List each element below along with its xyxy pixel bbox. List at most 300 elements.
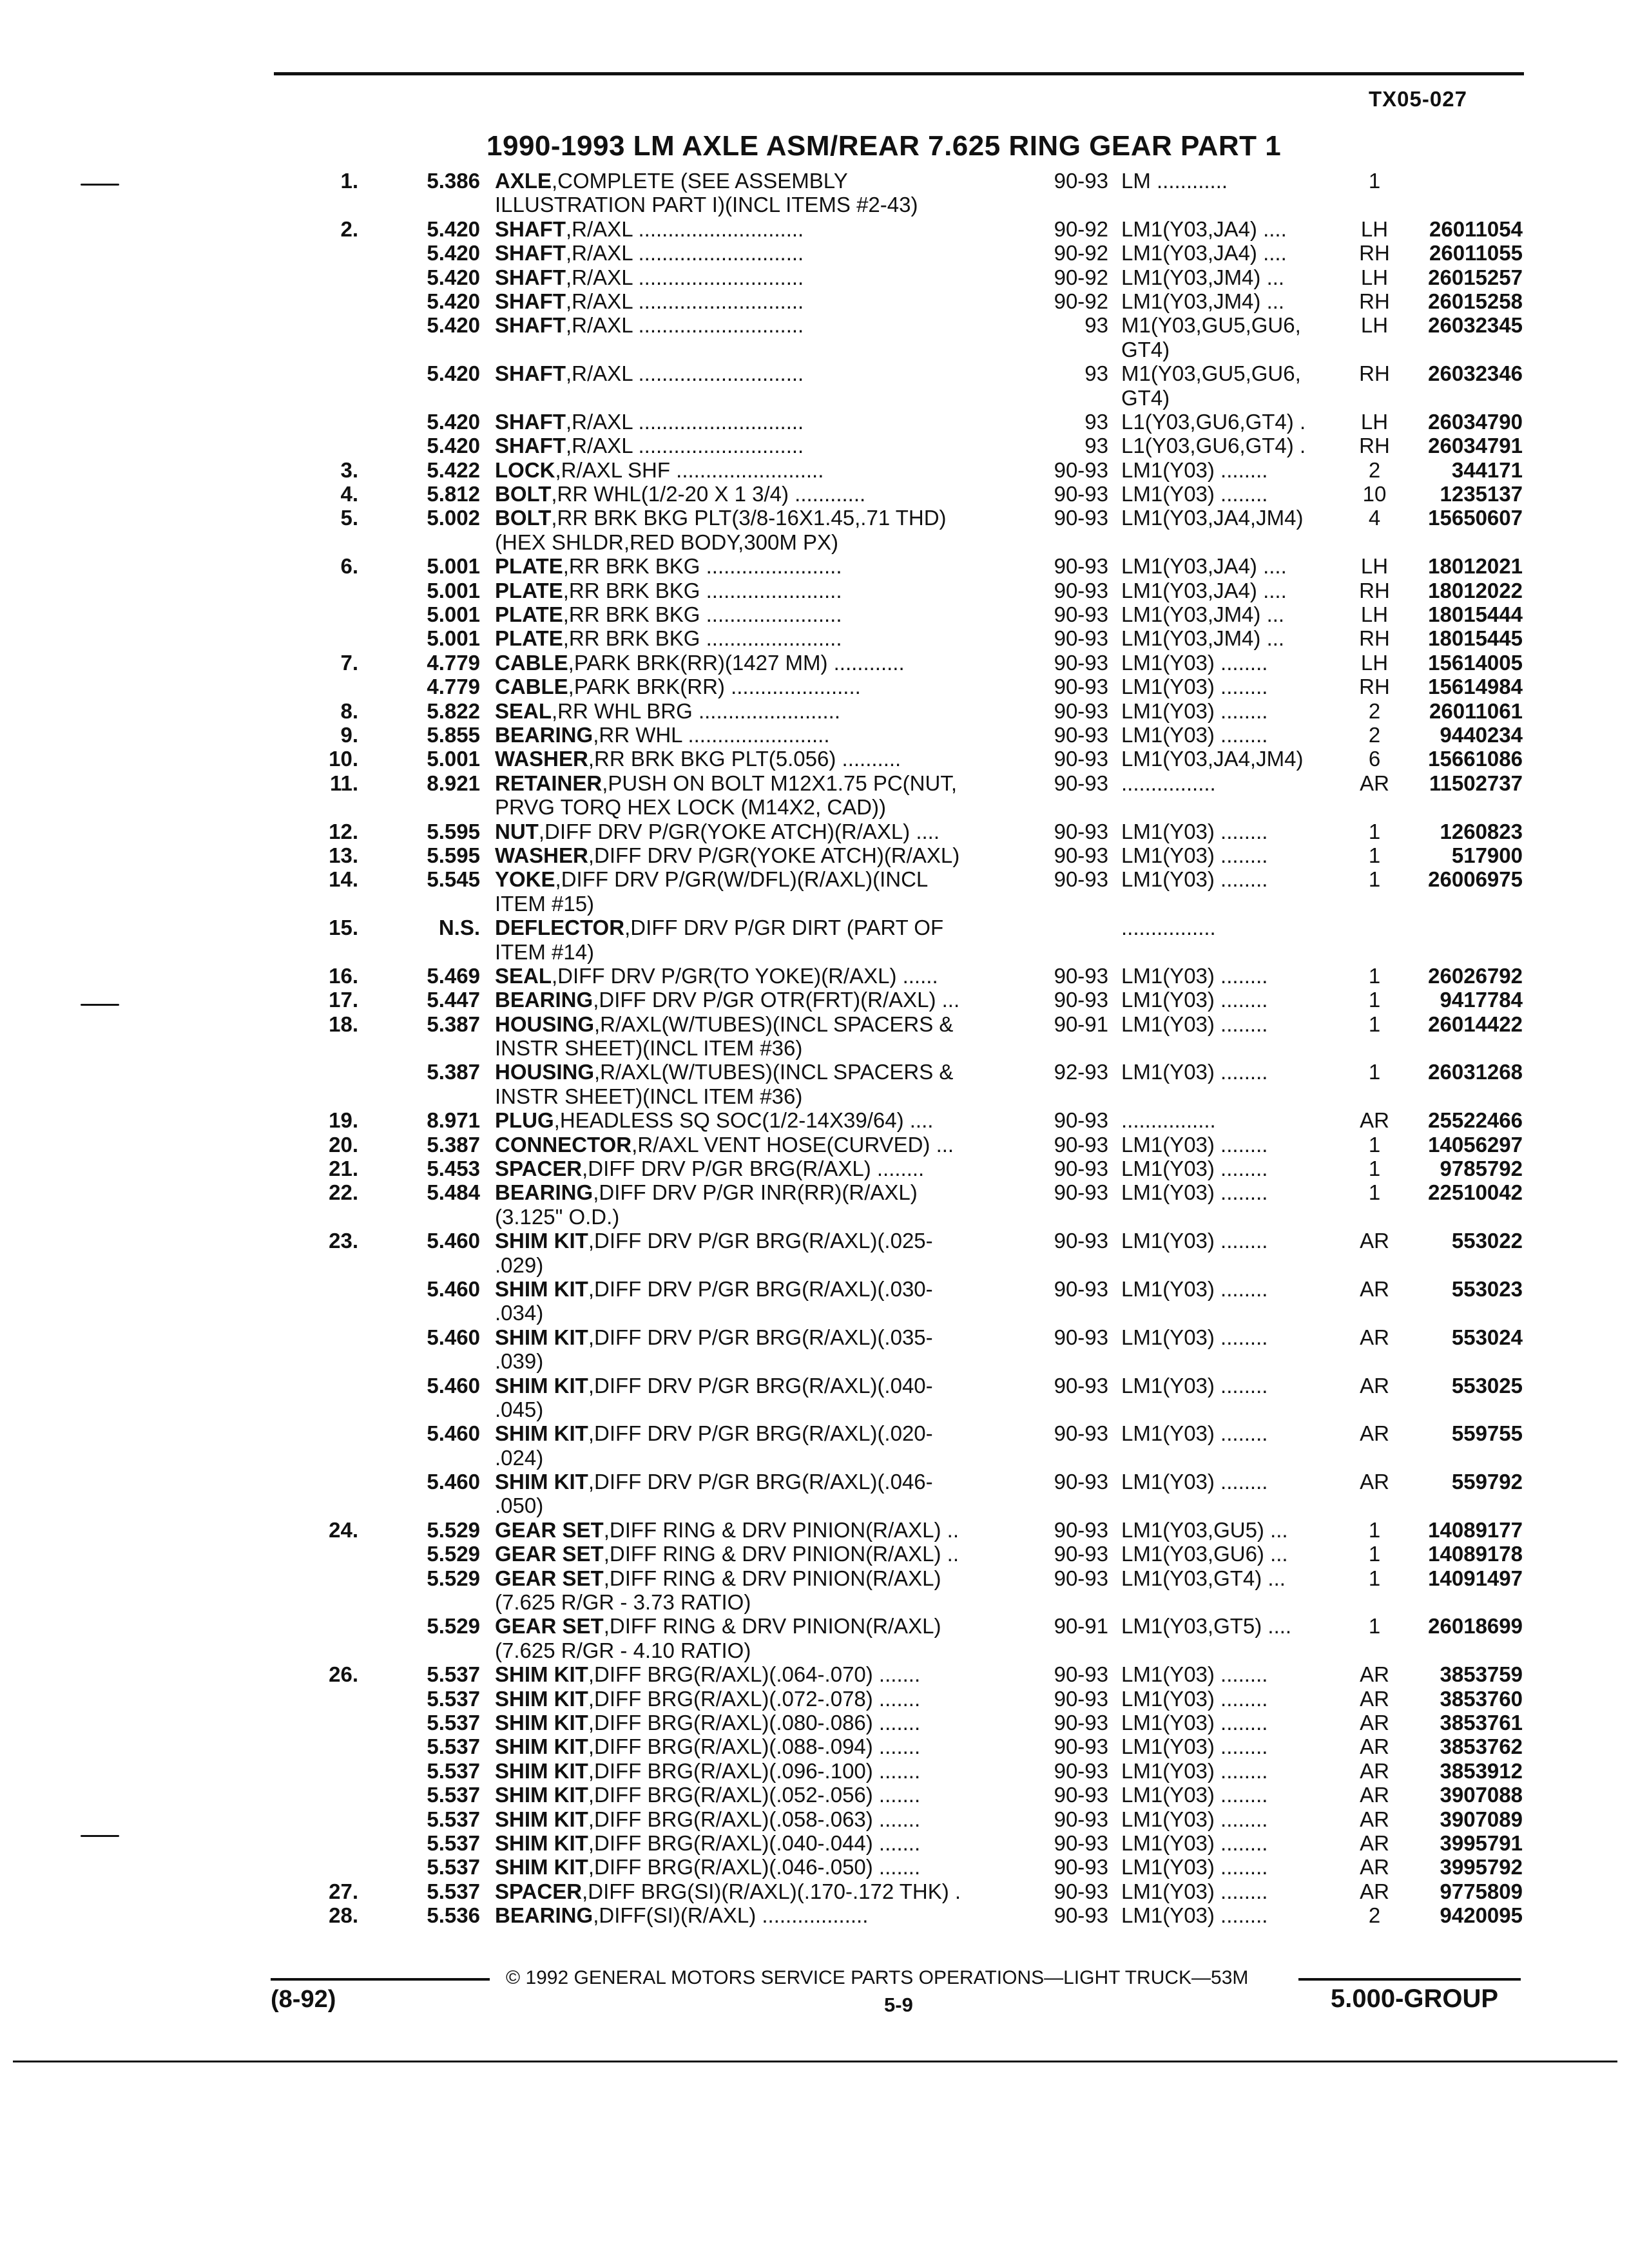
table-row [0,771,1629,795]
part-name: PLATE [495,554,563,579]
part-description [495,964,1023,988]
model-code: LM1(Y03) ........ [1121,1325,1268,1349]
part-name: RETAINER [495,771,602,795]
description-text: ,DIFF DRV P/GR BRG(R/AXL) ........ [582,1157,925,1181]
quantity: LH [1360,216,1389,241]
model-code: L1(Y03,GU6,GT4) . [1121,434,1306,458]
group-number: 5.537 [427,1662,480,1687]
description-text: ,DIFF BRG(R/AXL)(.058-.063) ....... [588,1807,921,1831]
model-years: 93 [1084,434,1108,458]
model-years: 90-93 [1054,1180,1108,1205]
quantity: 1 [1368,1157,1381,1181]
group-number: 5.002 [427,506,480,530]
description-text: ,DIFF BRG(R/AXL)(.080-.086) ....... [588,1711,921,1735]
part-number: 15614984 [1428,675,1523,699]
part-description [495,1301,1023,1325]
group-number: 5.484 [427,1180,480,1205]
model-code: LM1(Y03) ........ [1121,675,1268,699]
part-name: WASHER [495,747,588,771]
part-description [495,699,1023,723]
part-name: SHAFT [495,361,566,386]
group-label: 5.000-GROUP [1331,1984,1499,2013]
part-number: 3853761 [1440,1711,1523,1735]
part-description [495,1277,1023,1301]
quantity: 1 [1368,1012,1381,1036]
quantity: AR [1360,1108,1389,1133]
description-text: ,RR BRK BKG ....................... [563,578,842,602]
model-code: LM1(Y03) ........ [1121,482,1268,506]
group-number: 8.971 [427,1108,480,1133]
part-description [495,1639,1023,1662]
description-text: ,R/AXL ............................ [566,409,804,434]
part-name: SHIM KIT [495,1831,588,1855]
quantity: 6 [1368,747,1381,771]
item-number: 3. [340,457,358,482]
part-name: SHIM KIT [495,1229,588,1253]
item-number: 2. [340,216,358,241]
description-text: ,RR BRK BKG ....................... [563,554,842,579]
part-description [495,988,1023,1012]
description-text: ,PARK BRK(RR) ...................... [568,675,861,699]
part-description [495,1566,1023,1590]
description-text: ,R/AXL ............................ [566,265,804,289]
part-number: 26014422 [1428,1012,1523,1036]
model-years: 93 [1084,361,1108,386]
group-number: 5.460 [427,1470,480,1494]
group-number: 5.460 [427,1276,480,1301]
model-years: 90-93 [1054,1686,1108,1711]
quantity: 2 [1368,457,1381,482]
part-name: HOUSING [495,1012,595,1036]
group-number: 5.447 [427,988,480,1012]
model-code: M1(Y03,GU5,GU6, [1121,313,1301,338]
table-row [0,1325,1629,1349]
quantity: 2 [1368,1903,1381,1928]
part-description [495,723,1023,747]
table-row [0,1084,1629,1108]
table-row [0,482,1629,506]
model-code: LM1(Y03) ........ [1121,1686,1268,1711]
model-years: 90-93 [1054,771,1108,795]
description-text: ITEM #15) [495,891,595,916]
table-row [0,1590,1629,1614]
quantity: 2 [1368,722,1381,747]
part-description [495,361,1023,385]
quantity: AR [1360,1807,1389,1831]
table-row [0,1398,1629,1421]
part-number: 3853759 [1440,1662,1523,1687]
part-number: 553023 [1451,1276,1523,1301]
model-years: 90-93 [1054,1783,1108,1807]
quantity: AR [1360,1470,1389,1494]
part-description [495,675,1023,698]
group-number: 5.387 [427,1060,480,1084]
model-years: 90-93 [1054,1855,1108,1879]
description-text: ,RR BRK BKG ....................... [563,626,842,651]
table-row [0,699,1629,723]
parts-list [0,169,1629,1928]
part-name: SHAFT [495,434,566,458]
part-name: SHIM KIT [495,1735,588,1759]
part-number: 3907089 [1440,1807,1523,1831]
table-row [0,530,1629,554]
description-text: (7.625 R/GR - 4.10 RATIO) [495,1638,751,1662]
quantity: 10 [1362,482,1387,506]
table-row [0,964,1629,988]
description-text: ,DIFF BRG(R/AXL)(.072-.078) ....... [588,1686,921,1711]
model-code: GT4) [1121,385,1170,410]
part-number: 14091497 [1428,1566,1523,1590]
part-number: 22510042 [1428,1180,1523,1205]
model-years: 90-93 [1054,1421,1108,1446]
quantity: RH [1359,241,1390,265]
part-number: 559792 [1451,1470,1523,1494]
part-name: SHAFT [495,289,566,313]
part-description [495,579,1023,602]
description-text: (7.625 R/GR - 3.73 RATIO) [495,1590,751,1615]
footer-rule-left [271,1978,490,1981]
part-name: BOLT [495,506,552,530]
description-text: ITEM #14) [495,939,595,964]
part-name: PLATE [495,578,563,602]
part-name: SPACER [495,1157,583,1181]
part-name: PLATE [495,602,563,627]
table-row [0,675,1629,698]
part-description [495,410,1023,434]
model-code: ................ [1121,1108,1216,1133]
item-number: 1. [340,169,358,193]
part-number: 3853760 [1440,1686,1523,1711]
part-description [495,771,1023,795]
part-description [495,795,1023,819]
group-number: 5.537 [427,1855,480,1879]
part-description [495,530,1023,554]
part-name: PLATE [495,626,563,651]
part-name: DEFLECTOR [495,916,625,940]
quantity: LH [1360,554,1389,579]
description-text: ,DIFF RING & DRV PINION(R/AXL) [603,1614,941,1639]
table-row [0,338,1629,361]
part-number: 26032346 [1428,361,1523,386]
model-code: LM1(Y03) ........ [1121,1132,1268,1157]
part-description [495,1855,1023,1879]
model-code: LM1(Y03,JM4) ... [1121,265,1285,289]
part-description [495,554,1023,578]
part-number: 344171 [1451,457,1523,482]
quantity: 1 [1368,867,1381,892]
model-code: L1(Y03,GU6,GT4) . [1121,409,1306,434]
part-description [495,1735,1023,1758]
group-number: 5.422 [427,457,480,482]
part-number: 11502737 [1429,771,1523,795]
table-row [0,723,1629,747]
part-number: 18012021 [1428,554,1523,579]
item-number: 22. [329,1180,358,1205]
table-row [0,867,1629,891]
model-years: 90-93 [1054,675,1108,699]
model-code: LM1(Y03,JA4) .... [1121,578,1287,602]
quantity: LH [1360,650,1389,675]
item-number: 28. [329,1903,358,1928]
model-code: LM1(Y03,JM4) ... [1121,626,1285,651]
model-years: 90-93 [1054,963,1108,988]
quantity: AR [1360,1735,1389,1759]
part-name: CABLE [495,675,568,699]
part-description [495,1349,1023,1373]
model-years: 90-93 [1054,1566,1108,1590]
table-row [0,313,1629,337]
quantity: AR [1360,1373,1389,1398]
model-code: LM1(Y03,JA4) .... [1121,216,1287,241]
model-years: 92-93 [1054,1060,1108,1084]
description-text: .034) [495,1301,544,1325]
part-description [495,1446,1023,1470]
model-years: 90-92 [1054,216,1108,241]
part-name: BEARING [495,722,593,747]
description-text: ,R/AXL SHF ......................... [555,457,824,482]
description-text: .039) [495,1349,544,1374]
model-code: LM1(Y03) ........ [1121,988,1268,1012]
table-row [0,795,1629,819]
item-number: 14. [329,867,358,892]
part-number: 3995792 [1440,1855,1523,1879]
description-text: INSTR SHEET)(INCL ITEM #36) [495,1036,803,1061]
table-row [0,193,1629,216]
model-years: 90-93 [1054,1229,1108,1253]
part-description [495,1325,1023,1349]
part-description [495,1108,1023,1132]
part-description [495,916,1023,939]
table-row [0,626,1629,650]
model-years: 90-93 [1054,1157,1108,1181]
part-description [495,313,1023,337]
model-years: 90-93 [1054,169,1108,193]
group-number: 5.001 [427,626,480,651]
model-years: 90-93 [1054,1517,1108,1542]
revision-date: (8-92) [271,1986,336,2013]
model-code: LM1(Y03) ........ [1121,1807,1268,1831]
model-years: 90-93 [1054,650,1108,675]
quantity: AR [1360,1276,1389,1301]
table-row [0,579,1629,602]
part-name: SHIM KIT [495,1325,588,1349]
part-name: SHIM KIT [495,1855,588,1879]
group-number: 5.420 [427,409,480,434]
group-number: 5.595 [427,843,480,867]
part-description [495,1903,1023,1927]
model-code: ................ [1121,771,1216,795]
part-name: CONNECTOR [495,1132,632,1157]
description-text: ,DIFF RING & DRV PINION(R/AXL) [603,1566,941,1590]
quantity: 1 [1368,963,1381,988]
part-number: 26034791 [1428,434,1523,458]
part-description [495,1470,1023,1494]
quantity: AR [1360,1783,1389,1807]
group-number: 5.822 [427,698,480,723]
group-number: 5.001 [427,602,480,627]
model-years: 90-93 [1054,819,1108,843]
part-description [495,867,1023,891]
description-text: ,DIFF BRG(R/AXL)(.046-.050) ....... [588,1855,921,1879]
part-number: 18012022 [1428,578,1523,602]
part-name: GEAR SET [495,1542,604,1566]
description-text: ,DIFF DRV P/GR OTR(FRT)(R/AXL) ... [593,988,960,1012]
model-code: LM1(Y03) ........ [1121,722,1268,747]
part-name: SEAL [495,963,552,988]
description-text: .045) [495,1397,544,1421]
quantity: AR [1360,1758,1389,1783]
group-number: N.S. [438,916,480,940]
description-text: ,PUSH ON BOLT M12X1.75 PC(NUT, [602,771,958,795]
table-row [0,1253,1629,1277]
item-number: 7. [340,650,358,675]
description-text: .029) [495,1253,544,1277]
part-name: CABLE [495,650,568,675]
table-row [0,1494,1629,1517]
table-row [0,361,1629,385]
model-code: LM1(Y03) ........ [1121,819,1268,843]
part-number: 15661086 [1428,747,1523,771]
part-name: SHIM KIT [495,1276,588,1301]
quantity: AR [1360,1831,1389,1855]
part-number: 9417784 [1440,988,1523,1012]
part-description [495,892,1023,916]
model-code: LM1(Y03) ........ [1121,843,1268,867]
table-row [0,1205,1629,1229]
quantity: 1 [1368,1566,1381,1590]
table-row [0,1807,1629,1831]
part-description [495,1590,1023,1614]
model-years: 90-93 [1054,698,1108,723]
item-number: 20. [329,1132,358,1157]
part-name: WASHER [495,843,588,867]
quantity: AR [1360,1662,1389,1687]
part-description [495,1542,1023,1566]
item-number: 8. [340,698,358,723]
model-years: 90-93 [1054,1831,1108,1855]
model-code: LM1(Y03) ........ [1121,650,1268,675]
quantity: RH [1359,289,1390,313]
model-years: 90-91 [1054,1614,1108,1639]
model-code: LM1(Y03,GT4) ... [1121,1566,1286,1590]
model-code: LM1(Y03) ........ [1121,1012,1268,1036]
table-row [0,1759,1629,1783]
description-text: ,DIFF(SI)(R/AXL) .................. [593,1903,869,1928]
part-name: SHIM KIT [495,1783,588,1807]
description-text: ,RR WHL BRG ........................ [552,698,841,723]
table-row [0,1349,1629,1373]
description-text: ,R/AXL ............................ [566,289,804,313]
table-row [0,1879,1629,1903]
model-code: LM ............ [1121,169,1228,193]
top-rule [274,72,1524,75]
part-description [495,506,1023,530]
quantity: RH [1359,626,1390,651]
model-code: LM1(Y03,JA4) .... [1121,554,1287,579]
group-number: 8.921 [427,771,480,795]
model-years: 90-93 [1054,722,1108,747]
part-name: SHIM KIT [495,1758,588,1783]
group-number: 4.779 [427,650,480,675]
item-number: 9. [340,722,358,747]
model-years: 90-93 [1054,1470,1108,1494]
model-code: LM1(Y03) ........ [1121,1711,1268,1735]
model-code: GT4) [1121,337,1170,361]
part-number: 559755 [1451,1421,1523,1446]
description-text: ,RR BRK BKG PLT(5.056) .......... [588,747,901,771]
description-text: ,DIFF DRV P/GR(YOKE ATCH)(R/AXL) [588,843,960,867]
description-text: ,DIFF BRG(R/AXL)(.052-.056) ....... [588,1783,921,1807]
part-description [495,1398,1023,1421]
table-row [0,434,1629,457]
table-row [0,1229,1629,1253]
part-number: 26032345 [1428,313,1523,338]
model-code: LM1(Y03) ........ [1121,1662,1268,1687]
description-text: ,DIFF DRV P/GR(TO YOKE)(R/AXL) ...... [552,963,938,988]
part-name: SHIM KIT [495,1662,588,1687]
table-row [0,1180,1629,1204]
description-text: ,RR WHL(1/2-20 X 1 3/4) ............ [551,482,866,506]
description-text: (HEX SHLDR,RED BODY,300M PX) [495,530,839,554]
model-code: LM1(Y03) ........ [1121,457,1268,482]
table-row [0,1036,1629,1060]
group-number: 5.537 [427,1758,480,1783]
part-description [495,651,1023,675]
quantity: 1 [1368,1060,1381,1084]
table-row [0,217,1629,241]
part-description [495,1783,1023,1807]
model-code: LM1(Y03) ........ [1121,1831,1268,1855]
description-text: ,R/AXL ............................ [566,361,804,386]
table-row [0,1711,1629,1735]
item-number: 24. [329,1517,358,1542]
part-description [495,1759,1023,1783]
table-row [0,458,1629,482]
model-code: LM1(Y03) ........ [1121,1157,1268,1181]
part-description [495,241,1023,265]
part-number: 9785792 [1440,1157,1523,1181]
model-years: 90-93 [1054,457,1108,482]
group-number: 5.460 [427,1421,480,1446]
model-code: LM1(Y03) ........ [1121,1180,1268,1205]
description-text: ,DIFF BRG(R/AXL)(.088-.094) ....... [588,1735,921,1759]
group-number: 5.537 [427,1711,480,1735]
quantity: 1 [1368,1614,1381,1639]
quantity: AR [1360,1879,1389,1903]
model-years: 90-93 [1054,1542,1108,1566]
group-number: 5.001 [427,578,480,602]
model-years: 90-93 [1054,626,1108,651]
table-row [0,843,1629,867]
table-row [0,1518,1629,1542]
model-years: 90-93 [1054,1108,1108,1133]
table-row [0,1446,1629,1470]
part-name: SHIM KIT [495,1807,588,1831]
description-text: ,DIFF DRV P/GR(W/DFL)(R/AXL)(INCL [555,867,929,892]
group-number: 5.420 [427,241,480,265]
page-title: 1990-1993 LM AXLE ASM/REAR 7.625 RING GEAR PART 1 [487,130,1282,162]
description-text: ,RR WHL ........................ [593,722,830,747]
description-text: ,DIFF BRG(R/AXL)(.040-.044) ....... [588,1831,921,1855]
group-number: 5.529 [427,1517,480,1542]
model-code: LM1(Y03) ........ [1121,867,1268,892]
table-row [0,651,1629,675]
description-text: ,DIFF DRV P/GR BRG(R/AXL)(.030- [588,1276,933,1301]
group-number: 5.855 [427,722,480,747]
model-years: 90-92 [1054,265,1108,289]
part-number: 26026792 [1428,963,1523,988]
part-description [495,1133,1023,1157]
